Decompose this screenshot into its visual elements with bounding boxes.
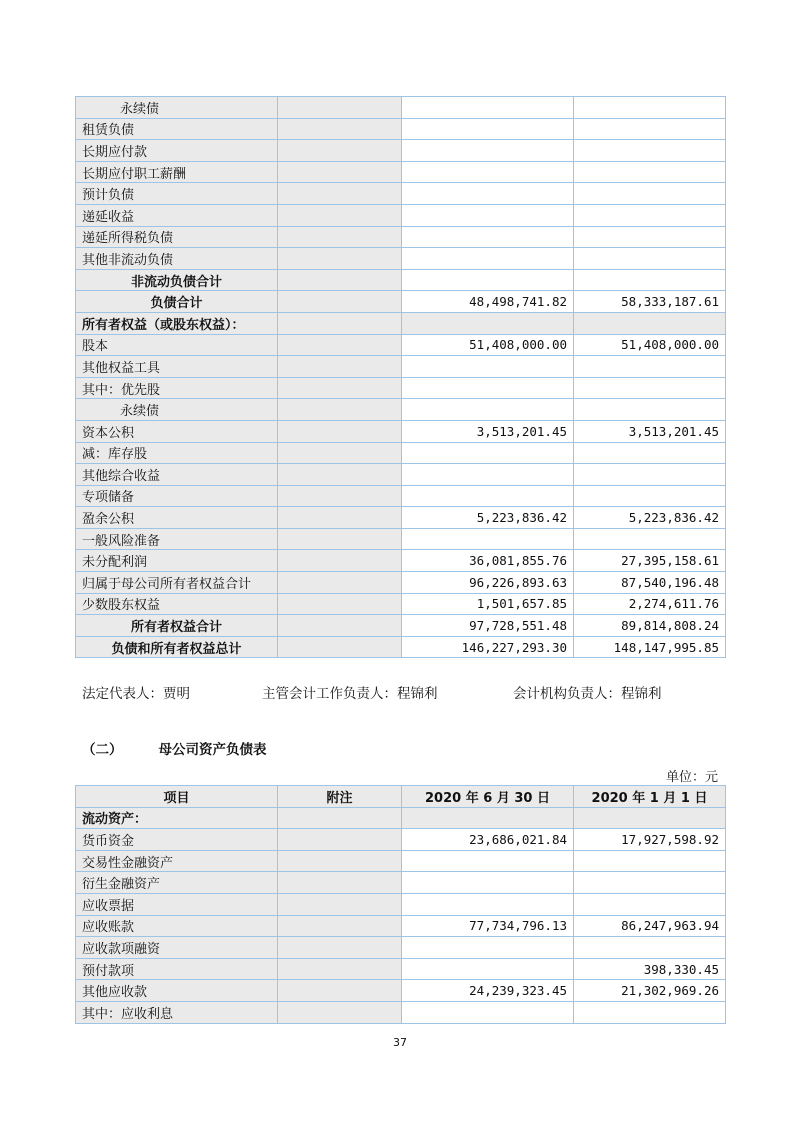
table-row [76,442,726,464]
table-row [76,399,726,421]
note-cell [278,377,402,399]
note-cell [278,312,402,334]
value-period-start [574,937,726,959]
value-period-end [402,161,574,183]
note-cell [278,334,402,356]
row-label: 一般风险准备 [76,528,278,550]
value-period-end [402,183,574,205]
row-label: 长期应付款 [76,140,278,162]
value-period-end [402,204,574,226]
value-period-start: 51,408,000.00 [574,334,726,356]
table-row [76,615,726,637]
value-period-start [574,204,726,226]
unit-label: 单位：元 [665,770,718,785]
table-row [76,507,726,529]
value-period-start [574,464,726,486]
row-label: 其中：优先股 [76,377,278,399]
table-row [76,850,726,872]
page-number: 37 [393,1036,407,1049]
row-label: 预付款项 [76,958,278,980]
note-cell [278,356,402,378]
note-cell [278,183,402,205]
row-label: 专项储备 [76,485,278,507]
value-period-start [574,161,726,183]
note-cell [278,485,402,507]
accounting-head: 主管会计工作负责人：程锦利 [262,686,438,702]
row-label: 负债合计 [76,291,278,313]
table-row [76,420,726,442]
row-label: 资本公积 [76,420,278,442]
note-cell [278,528,402,550]
row-label: 其中：应收利息 [76,1001,278,1023]
value-period-start [574,850,726,872]
value-period-start [574,872,726,894]
value-period-start [574,399,726,421]
table-row [76,550,726,572]
value-period-end: 97,728,551.48 [402,615,574,637]
row-label: 预计负债 [76,183,278,205]
row-label: 永续债 [76,97,278,119]
value-period-end: 23,686,021.84 [402,829,574,851]
note-cell [278,937,402,959]
table-row [76,915,726,937]
header-note: 附注 [278,786,402,808]
header-row [76,786,726,808]
row-label: 应收款项融资 [76,937,278,959]
note-cell [278,118,402,140]
table-row [76,980,726,1002]
note-cell [278,420,402,442]
value-period-end [402,226,574,248]
header-period-end: 2020 年 6 月 30 日 [402,786,574,808]
row-label: 少数股东权益 [76,593,278,615]
value-period-end [402,356,574,378]
table-row [76,140,726,162]
value-period-start [574,1001,726,1023]
note-cell [278,97,402,119]
table-row [76,485,726,507]
row-label: 递延所得税负债 [76,226,278,248]
table-row [76,291,726,313]
note-cell [278,442,402,464]
table-row [76,528,726,550]
header-period-start: 2020 年 1 月 1 日 [574,786,726,808]
table-row [76,829,726,851]
note-cell [278,550,402,572]
table-row [76,312,726,334]
value-period-end [402,485,574,507]
row-label: 递延收益 [76,204,278,226]
table-row [76,161,726,183]
note-cell [278,140,402,162]
row-label: 股本 [76,334,278,356]
value-period-end [402,399,574,421]
note-cell [278,615,402,637]
value-period-start: 87,540,196.48 [574,572,726,594]
parent-balance-sheet-table [75,785,726,1024]
row-label: 非流动负债合计 [76,269,278,291]
value-period-end [402,464,574,486]
value-period-start [574,485,726,507]
row-label: 货币资金 [76,829,278,851]
header-item: 项目 [76,786,278,808]
row-label: 所有者权益合计 [76,615,278,637]
value-period-start [574,807,726,829]
table-row [76,572,726,594]
table-row [76,248,726,270]
row-label: 衍生金融资产 [76,872,278,894]
table-row [76,593,726,615]
note-cell [278,204,402,226]
note-cell [278,893,402,915]
value-period-end [402,118,574,140]
table-row [76,204,726,226]
value-period-start [574,528,726,550]
value-period-end [402,937,574,959]
row-label: 应收票据 [76,893,278,915]
section-title: 母公司资产负债表 [158,742,267,758]
table-row [76,807,726,829]
value-period-start: 89,814,808.24 [574,615,726,637]
row-label: 其他权益工具 [76,356,278,378]
table-row [76,872,726,894]
row-label: 其他非流动负债 [76,248,278,270]
value-period-start [574,893,726,915]
equity-liabilities-table [75,96,726,658]
value-period-start: 2,274,611.76 [574,593,726,615]
table-row [76,226,726,248]
value-period-start: 3,513,201.45 [574,420,726,442]
row-label: 租赁负债 [76,118,278,140]
value-period-end [402,312,574,334]
value-period-end [402,893,574,915]
value-period-end [402,377,574,399]
note-cell [278,850,402,872]
note-cell [278,636,402,658]
value-period-start: 398,330.45 [574,958,726,980]
table-row [76,377,726,399]
value-period-end [402,872,574,894]
table-row [76,269,726,291]
row-label: 归属于母公司所有者权益合计 [76,572,278,594]
note-cell [278,593,402,615]
value-period-start: 21,302,969.26 [574,980,726,1002]
section-number: （二） [82,742,123,758]
table-row [76,118,726,140]
value-period-start [574,140,726,162]
value-period-start: 5,223,836.42 [574,507,726,529]
table-row [76,183,726,205]
row-label: 负债和所有者权益总计 [76,636,278,658]
table-row [76,1001,726,1023]
note-cell [278,399,402,421]
note-cell [278,248,402,270]
value-period-start [574,269,726,291]
value-period-start [574,356,726,378]
value-period-start [574,248,726,270]
value-period-end: 1,501,657.85 [402,593,574,615]
note-cell [278,872,402,894]
value-period-start: 148,147,995.85 [574,636,726,658]
value-period-end [402,442,574,464]
row-label: 所有者权益（或股东权益）： [76,312,278,334]
row-label: 应收账款 [76,915,278,937]
table-row [76,464,726,486]
value-period-end [402,850,574,872]
value-period-start [574,183,726,205]
row-label: 减：库存股 [76,442,278,464]
value-period-end: 24,239,323.45 [402,980,574,1002]
table-row [76,334,726,356]
row-label: 流动资产： [76,807,278,829]
value-period-start [574,118,726,140]
value-period-end: 3,513,201.45 [402,420,574,442]
value-period-end: 146,227,293.30 [402,636,574,658]
note-cell [278,464,402,486]
value-period-end [402,248,574,270]
note-cell [278,161,402,183]
table-row [76,958,726,980]
row-label: 其他应收款 [76,980,278,1002]
note-cell [278,958,402,980]
value-period-start: 86,247,963.94 [574,915,726,937]
value-period-end [402,97,574,119]
value-period-start [574,377,726,399]
section-heading [82,738,303,758]
table1-body [76,97,726,658]
note-cell [278,572,402,594]
table2-body [76,807,726,1023]
table-row [76,356,726,378]
row-label: 交易性金融资产 [76,850,278,872]
value-period-end: 36,081,855.76 [402,550,574,572]
table-row [76,97,726,119]
value-period-end [402,1001,574,1023]
value-period-start [574,226,726,248]
value-period-end: 77,734,796.13 [402,915,574,937]
note-cell [278,291,402,313]
note-cell [278,915,402,937]
value-period-end [402,807,574,829]
value-period-start [574,442,726,464]
note-cell [278,807,402,829]
row-label: 盈余公积 [76,507,278,529]
value-period-start [574,312,726,334]
row-label: 未分配利润 [76,550,278,572]
note-cell [278,1001,402,1023]
note-cell [278,269,402,291]
row-label: 永续债 [76,399,278,421]
table-row [76,893,726,915]
row-label: 其他综合收益 [76,464,278,486]
value-period-start: 27,395,158.61 [574,550,726,572]
value-period-start [574,97,726,119]
value-period-start: 58,333,187.61 [574,291,726,313]
note-cell [278,980,402,1002]
table-row [76,636,726,658]
value-period-end: 48,498,741.82 [402,291,574,313]
value-period-end: 51,408,000.00 [402,334,574,356]
note-cell [278,226,402,248]
value-period-end [402,140,574,162]
value-period-end [402,528,574,550]
value-period-start: 17,927,598.92 [574,829,726,851]
note-cell [278,507,402,529]
value-period-end: 96,226,893.63 [402,572,574,594]
table-row [76,937,726,959]
value-period-end: 5,223,836.42 [402,507,574,529]
value-period-end [402,958,574,980]
value-period-end [402,269,574,291]
accounting-dept-head: 会计机构负责人：程锦利 [513,686,662,702]
row-label: 长期应付职工薪酬 [76,161,278,183]
legal-representative: 法定代表人：贾明 [82,686,190,702]
note-cell [278,829,402,851]
